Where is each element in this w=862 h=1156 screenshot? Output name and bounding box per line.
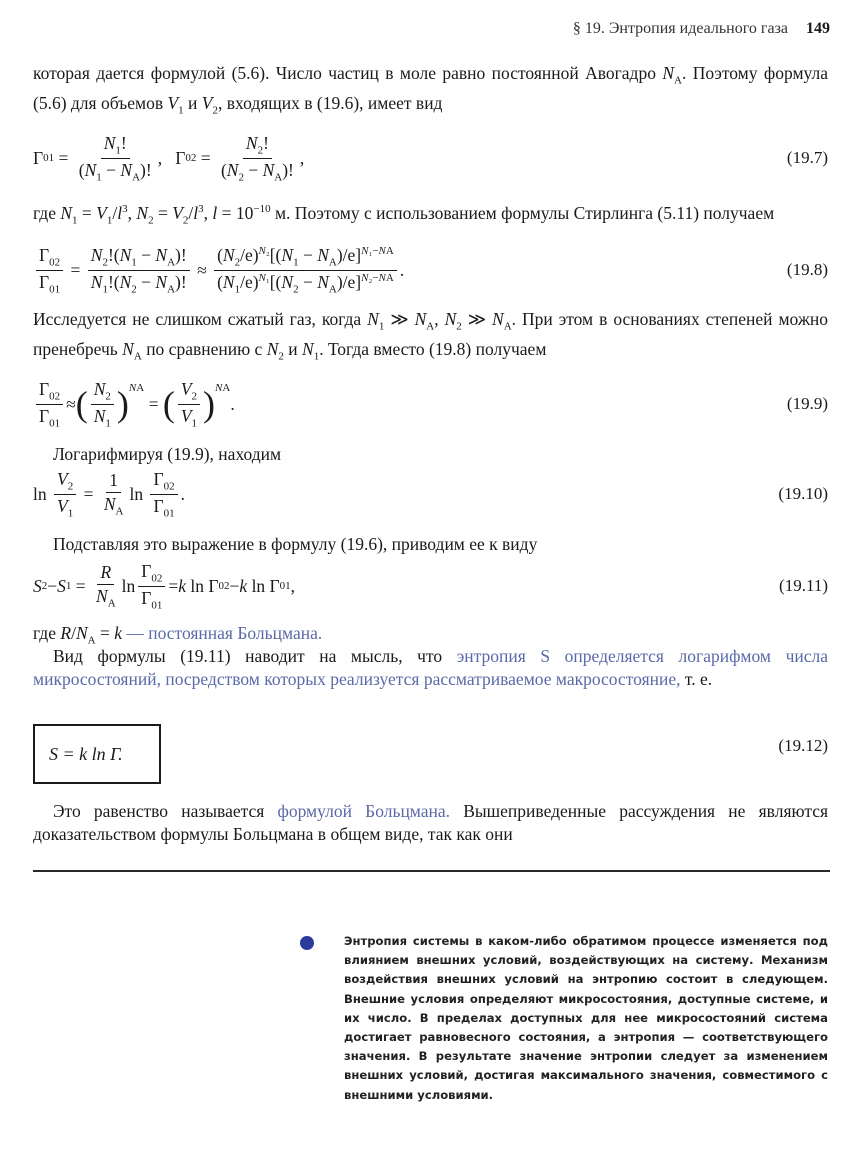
equation-19-12 (33, 716, 828, 776)
equation-19-11: S 2 − S 1 = $\frac{R}{N_A}$ ln $\frac{\Gamma_{02}}{\Gamma_{01}}$ = k ln Γ 02 − k ln Γ 01 , (19.11) (33, 561, 828, 611)
paragraph-interpretation: Вид формулы (19.11) наводит на мысль, что энтропия S определяется логарифмом числа микросостояний, посредством которых реализуется рассматриваемое макросостояние, т. е. (33, 646, 829, 689)
paragraph-boltzmann-constant: где $R/N_A = k$ — постоянная Больцмана. (33, 623, 323, 647)
equation-19-7: Γ 01 = $\frac{N_1!}{(N_1 - N_A)!}$ , Γ 02 = $\frac{N_2!}{(N_2 - N_A)!}$ , (19.7) (33, 133, 828, 183)
equation-19-8: $\frac{\Gamma_{02}}{\Gamma_{01}}$ = $\frac{N_2!(N_1 - N_A)!}{N_1!(N_2 - N_A)!}$ ≈ $\frac{(N_2/e)^{N_2}[(N_1 - N_A)/e]^{N_1-NA}}{(N_1/e)^{N_1}[(N_2 - N_A)/e]^{N_2-NA}}$ . (19.8) (33, 240, 828, 300)
section-title: § 19. Энтропия идеального газа (572, 20, 788, 37)
paragraph-intro: которая дается формулой (5.6). Число частиц в моле равно постоянной Авогадро $N_A$. Поэтому формула (5.6) для объемов $V_1$ и $V_2$, входящих в (19.6), имеет вид (33, 63, 829, 117)
paragraph-log: Логарифмируя (19.9), находим (53, 444, 282, 464)
equation-number: (19.7) (786, 148, 828, 167)
equation-number: (19.8) (786, 260, 828, 279)
boltzmann-formula: S = k ln Γ. (49, 743, 123, 764)
equation-19-9: $\frac{\Gamma_{02}}{\Gamma_{01}}$ ≈ ( $\frac{N_2}{N_1}$ ) $^{N A}$ = ( $\frac{V_2}{V_1}$ ) $^{N A}$ . (19.9) (33, 374, 828, 434)
divider-rule (33, 870, 830, 872)
equation-19-10: ln $\frac{V_2}{V_1}$ = $\frac{1}{N_A}$ ln $\frac{\Gamma_{02}}{\Gamma_{01}}$ . (19.10) (33, 469, 828, 519)
paragraph-stirling: где $N_1 = V_1/l^3$, $N_2 = V_2/l^3$, $l = 10^{-10}$ м. Поэтому с использованием формулы Стирлинга (5.11) получаем (33, 202, 775, 227)
running-header (0, 20, 830, 38)
paragraph-substitute: Подставляя это выражение в формулу (19.6), приводим ее к виду (53, 534, 538, 554)
equation-number: (19.12) (778, 736, 828, 755)
equation-number: (19.11) (779, 576, 828, 595)
page-number: 149 (806, 20, 830, 37)
bullet-icon (300, 936, 314, 950)
equation-number: (19.9) (786, 394, 828, 413)
paragraph-dilute-gas: Исследуется не слишком сжатый газ, когда $N_1$ ≫ $N_A$, $N_2$ ≫ $N_A$. При этом в основаниях степеней можно пренебречь $N_A$ по сравнению с $N_2$ и $N_1$. Тогда вместо (19.8) получаем (33, 309, 829, 363)
margin-note: Энтропия системы в каком-либо обратимом процессе изменяется под влиянием внешних условий, воздействующих на систему. Механизм воздействия внешних условий на энтропию состоит в следующем. Внешние условия определяют микросостояния, доступные системе, и их число. В пределах доступных для нее микросостояний система достигает равновесного состояния, а энтропия — соответствующего значения. В результате значение энтропии следует за изменением внешних условий, достигая максимального значения, совместимого с внешними условиями. (344, 934, 828, 1102)
equation-number: (19.10) (778, 484, 828, 503)
paragraph-conclusion: Это равенство называется формулой Больцмана. Вышеприведенные рассуждения не являются доказательством формулы Больцмана в общем виде, так как они (33, 801, 829, 844)
